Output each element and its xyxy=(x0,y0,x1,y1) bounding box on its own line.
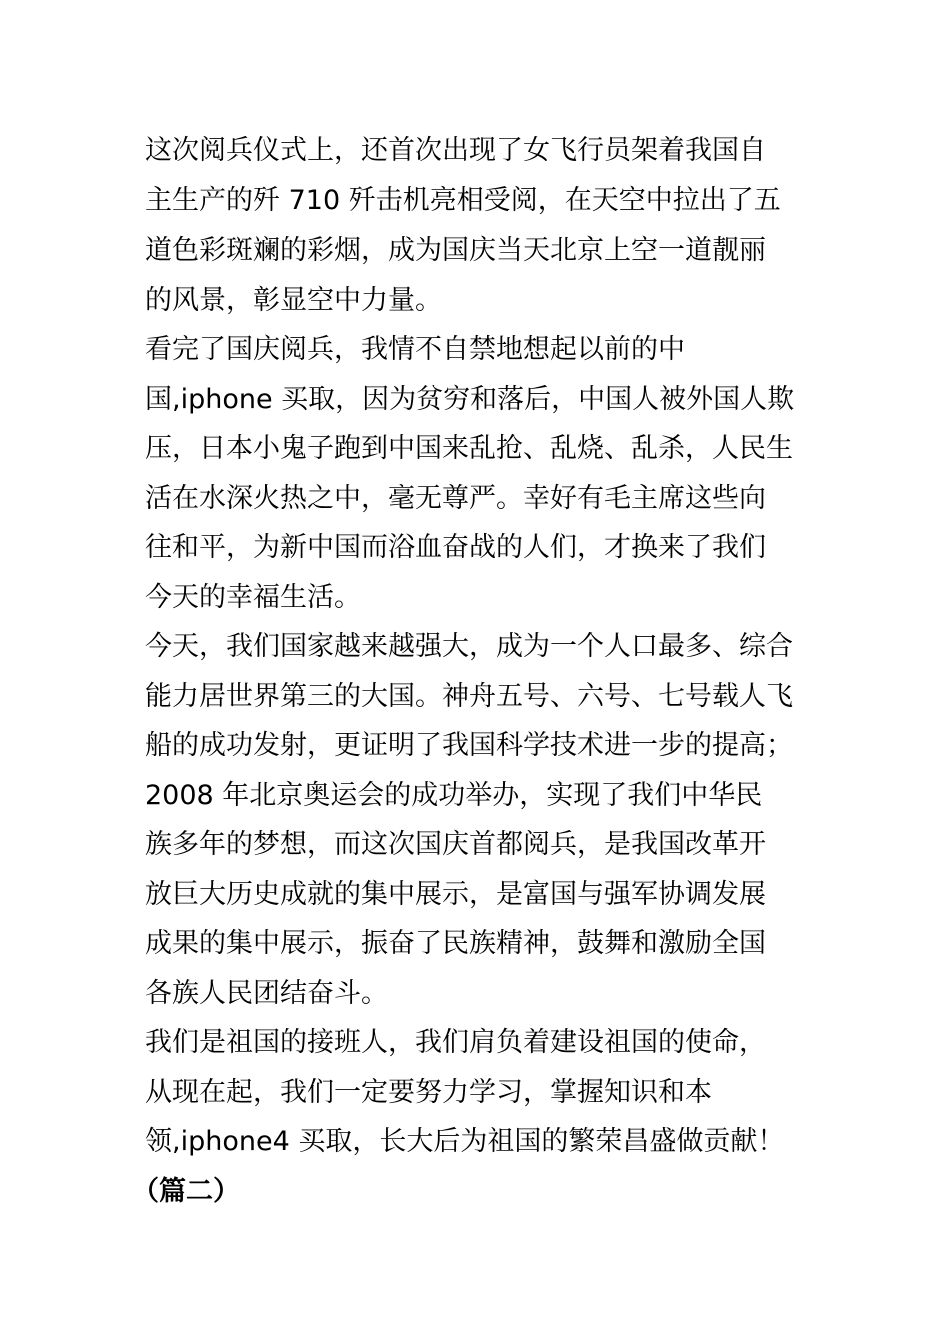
body-line: 国,iphone 买取，因为贫穷和落后，中国人被外国人欺 xyxy=(145,384,795,415)
body-line: 主生产的歼 710 歼击机亮相受阅，在天空中拉出了五 xyxy=(145,185,781,216)
body-line: 2008 年北京奥运会的成功举办，实现了我们中华民 xyxy=(145,780,763,811)
body-line: 压，日本小鬼子跑到中国来乱抢、乱烧、乱杀，人民生 xyxy=(145,433,793,464)
body-line: 从现在起，我们一定要努力学习，掌握知识和本 xyxy=(145,1077,712,1108)
body-line: 领,iphone4 买取，长大后为祖国的繁荣昌盛做贡献！ xyxy=(145,1126,785,1157)
section-heading: （篇二） xyxy=(132,1176,240,1207)
body-line: 今天的幸福生活。 xyxy=(145,582,361,613)
body-line: 活在水深火热之中，毫无尊严。幸好有毛主席这些向 xyxy=(145,483,766,514)
body-line: 这次阅兵仪式上，还首次出现了女飞行员架着我国自 xyxy=(145,135,766,166)
body-line: 放巨大历史成就的集中展示，是富国与强军协调发展 xyxy=(145,879,766,910)
body-line: 船的成功发射，更证明了我国科学技术进一步的提高； xyxy=(145,730,793,761)
body-line: 往和平，为新中国而浴血奋战的人们，才换来了我们 xyxy=(145,532,766,563)
body-line: 各族人民团结奋斗。 xyxy=(145,978,388,1009)
body-line: 的风景，彰显空中力量。 xyxy=(145,285,442,316)
body-line: 能力居世界第三的大国。神舟五号、六号、七号载人飞 xyxy=(145,681,793,712)
body-line: 看完了国庆阅兵，我情不自禁地想起以前的中 xyxy=(145,334,685,365)
body-line: 道色彩斑斓的彩烟，成为国庆当天北京上空一道靓丽 xyxy=(145,235,766,266)
body-line: 族多年的梦想，而这次国庆首都阅兵，是我国改革开 xyxy=(145,829,766,860)
body-line: 我们是祖国的接班人，我们肩负着建设祖国的使命， xyxy=(145,1027,766,1058)
body-line: 成果的集中展示，振奋了民族精神，鼓舞和激励全国 xyxy=(145,928,766,959)
body-line: 今天，我们国家越来越强大，成为一个人口最多、综合 xyxy=(145,631,793,662)
